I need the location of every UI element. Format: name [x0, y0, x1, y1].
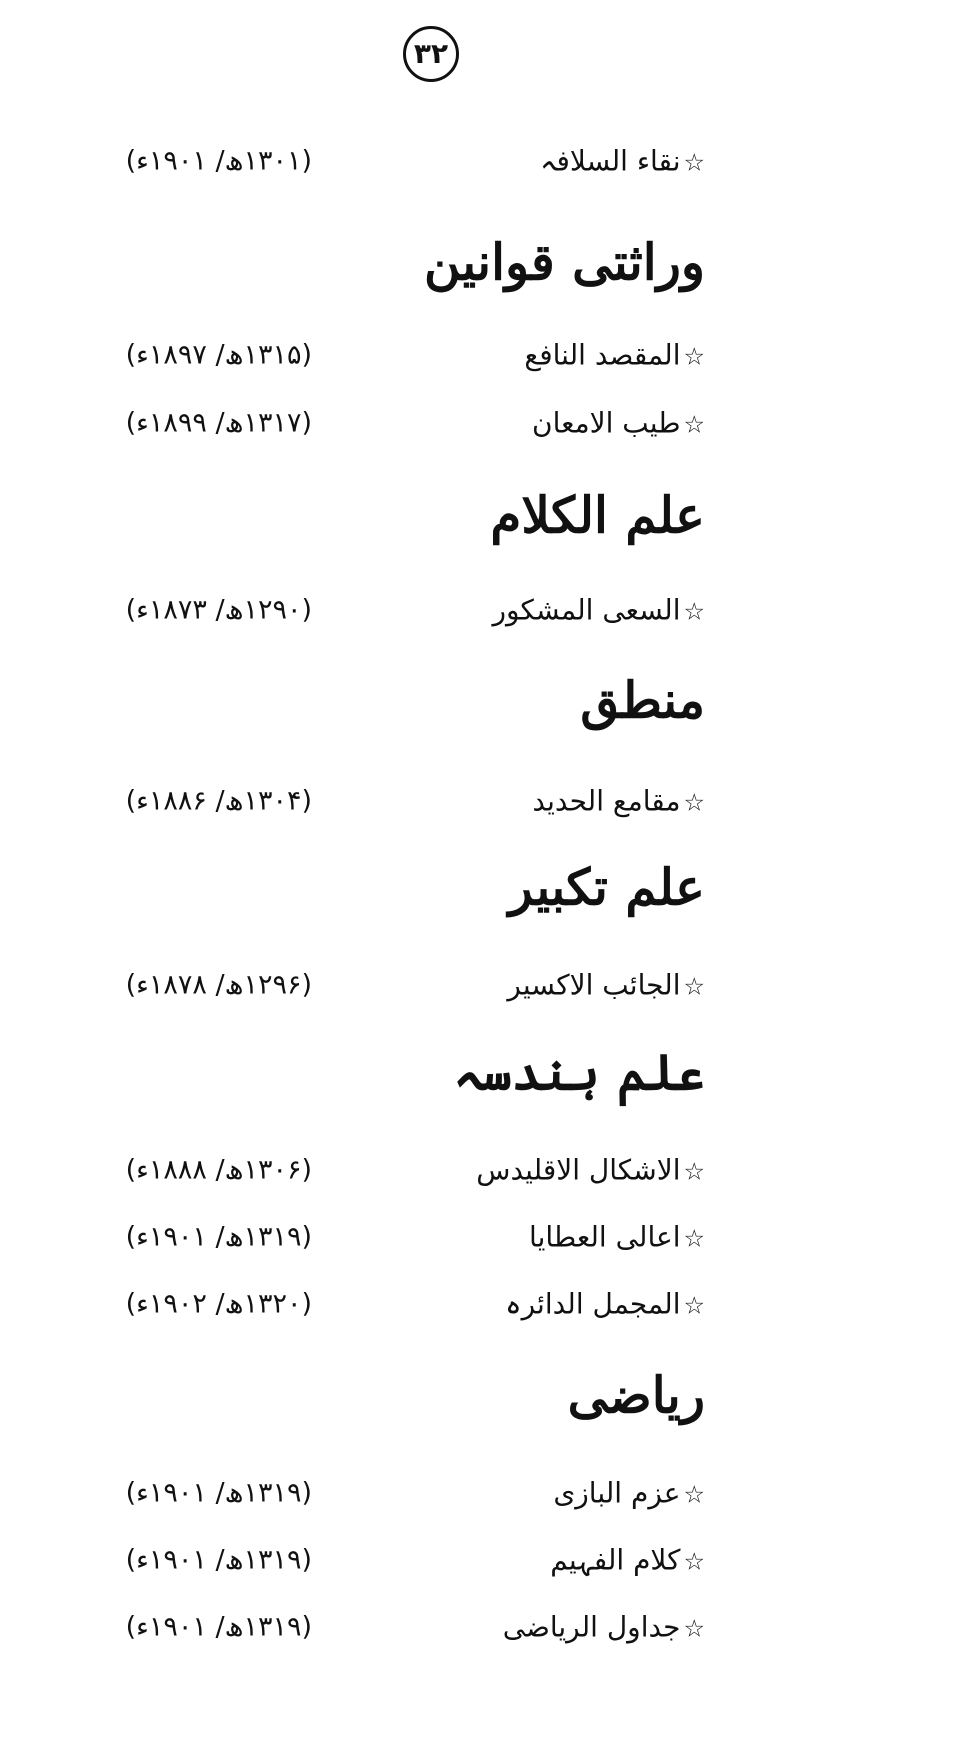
book-title: ☆عزم البازی [553, 1476, 705, 1510]
star-bullet-icon: ☆ [683, 148, 705, 177]
book-title: ☆جداول الریاضی [502, 1610, 705, 1644]
star-bullet-icon: ☆ [683, 972, 705, 1001]
book-title: ☆الاشکال الاقلیدس [476, 1153, 705, 1187]
book-title: ☆طیب الامعان [532, 406, 705, 440]
star-bullet-icon: ☆ [683, 410, 705, 439]
book-date: (۱۳۱۵ھ/ ۱۸۹۷ء) [125, 339, 312, 371]
book-title: ☆المجمل الدائرہ [505, 1287, 705, 1321]
book-title: ☆الجائب الاکسیر [507, 968, 705, 1002]
section-heading-text: ریاضی [567, 1365, 705, 1425]
book-title: ☆المقصد النافع [524, 338, 705, 372]
book-date: (۱۳۱۹ھ/ ۱۹۰۱ء) [125, 1544, 312, 1576]
star-bullet-icon: ☆ [683, 1157, 705, 1186]
book-title: ☆السعی المشکور [492, 593, 705, 627]
book-date: (۱۳۱۹ھ/ ۱۹۰۱ء) [125, 1611, 312, 1643]
book-date: (۱۳۱۹ھ/ ۱۹۰۱ء) [125, 1221, 312, 1253]
star-bullet-icon: ☆ [683, 1224, 705, 1253]
section-heading-text: وراثتی قوانین [424, 232, 705, 292]
star-bullet-icon: ☆ [683, 1547, 705, 1576]
book-date: (۱۳۱۷ھ/ ۱۸۹۹ء) [125, 407, 312, 439]
book-date: (۱۳۰۴ھ/ ۱۸۸۶ء) [125, 785, 312, 817]
book-title: ☆مقامع الحدید [532, 784, 705, 818]
book-title: ☆اعالی العطایا [529, 1220, 705, 1254]
book-date: (۱۲۹۶ھ/ ۱۸۷۸ء) [125, 969, 312, 1001]
section-heading-text: منطق [580, 670, 705, 730]
section-heading-text: علم الکلام [490, 485, 705, 545]
book-date: (۱۳۰۶ھ/ ۱۸۸۸ء) [125, 1154, 312, 1186]
star-bullet-icon: ☆ [683, 597, 705, 626]
page-number: ۳۲ [403, 26, 459, 82]
star-bullet-icon: ☆ [683, 1614, 705, 1643]
star-bullet-icon: ☆ [683, 1291, 705, 1320]
book-title: ☆نقاء السلافہ [540, 144, 705, 178]
section-heading-text: علم تکبیر [508, 857, 705, 917]
star-bullet-icon: ☆ [683, 788, 705, 817]
book-date: (۱۳۲۰ھ/ ۱۹۰۲ء) [125, 1288, 312, 1320]
book-date: (۱۳۱۹ھ/ ۱۹۰۱ء) [125, 1477, 312, 1509]
star-bullet-icon: ☆ [683, 342, 705, 371]
star-bullet-icon: ☆ [683, 1480, 705, 1509]
book-date: (۱۳۰۱ھ/ ۱۹۰۱ء) [125, 145, 312, 177]
book-title: ☆کلام الفہیم [550, 1543, 705, 1577]
book-date: (۱۲۹۰ھ/ ۱۸۷۳ء) [125, 594, 312, 626]
section-heading-text: علم ہندسہ [453, 1042, 705, 1102]
